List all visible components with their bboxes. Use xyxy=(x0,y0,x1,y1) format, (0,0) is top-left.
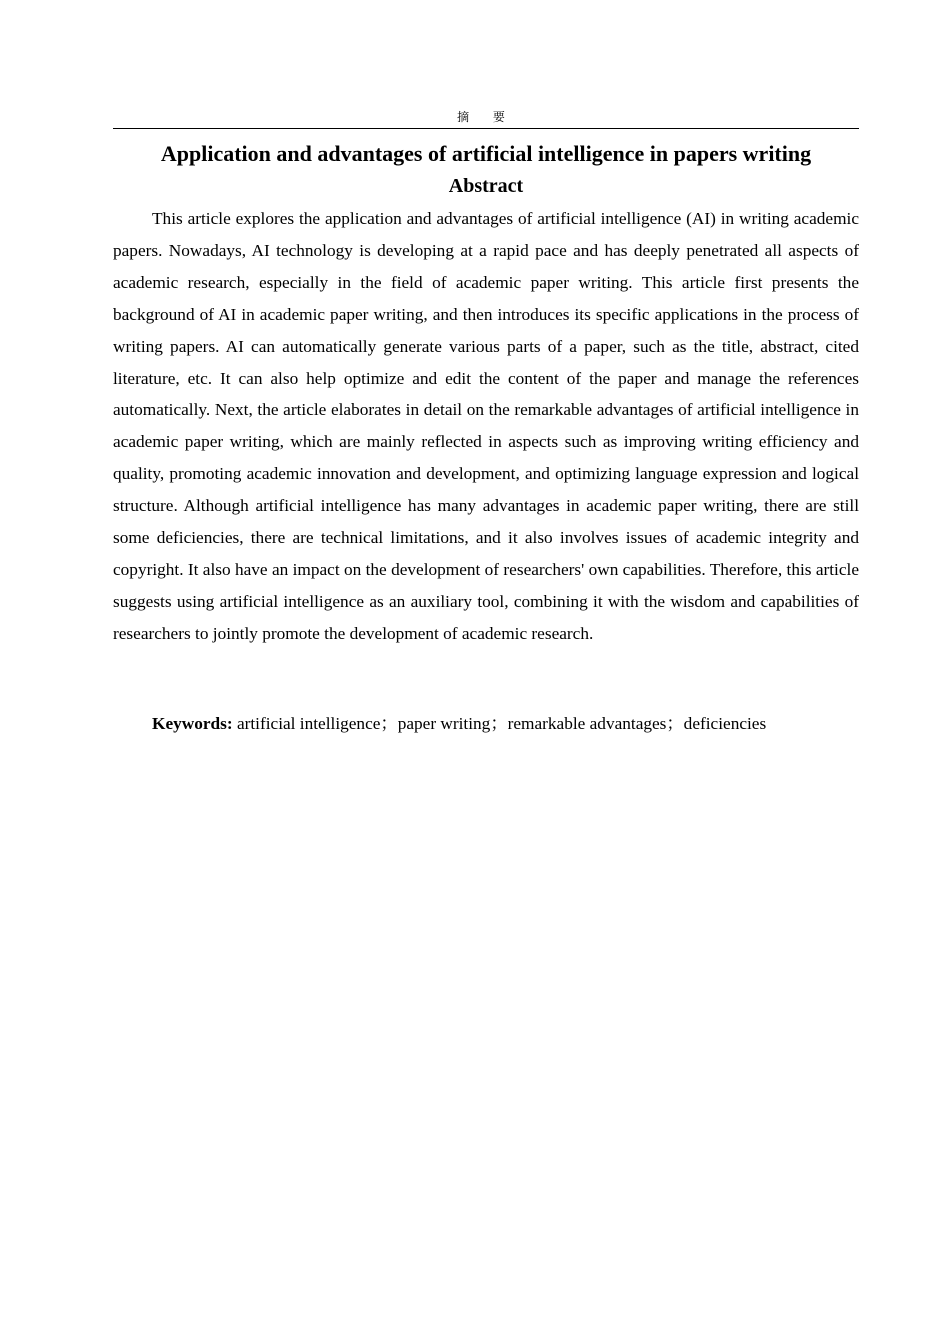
header-rule xyxy=(113,128,859,129)
abstract-heading: Abstract xyxy=(448,175,524,197)
keywords-label: Keywords: xyxy=(152,714,233,733)
keywords-text: artificial intelligence；paper writing；remarkable advantages；deficiencies xyxy=(232,714,767,733)
running-header: 摘 要 xyxy=(457,110,515,124)
keywords-line xyxy=(113,710,859,738)
abstract-body: This article explores the application and advantages of artificial intelligence (AI) in writing academic papers. Nowadays, AI technology is developing at a rapid pace and has deeply penetrated all aspects of academic research, especially in the field of academic paper writing. This article first presents the background of AI in academic paper writing, and then introduces its specific applications in the process of writing papers. AI can automatically generate various parts of a paper, such as the title, abstract, cited literature, etc. It can also help optimize and edit the content of the paper and manage the references automatically. Next, the article elaborates in detail on the remarkable advantages of artificial intelligence in academic paper writing, which are mainly reflected in aspects such as improving writing efficiency and quality, promoting academic innovation and development, and optimizing language expression and logical structure. Although artificial intelligence has many advantages in academic paper writing, there are still some deficiencies, there are technical limitations, and it also involves issues of academic integrity and copyright. It also have an impact on the development of researchers' own capabilities. Therefore, this article suggests using artificial intelligence as an auxiliary tool, combining it with the wisdom and capabilities of researchers to jointly promote the development of academic research. xyxy=(113,209,859,643)
paper-title: Application and advantages of artificial intelligence in papers writing xyxy=(160,141,812,166)
